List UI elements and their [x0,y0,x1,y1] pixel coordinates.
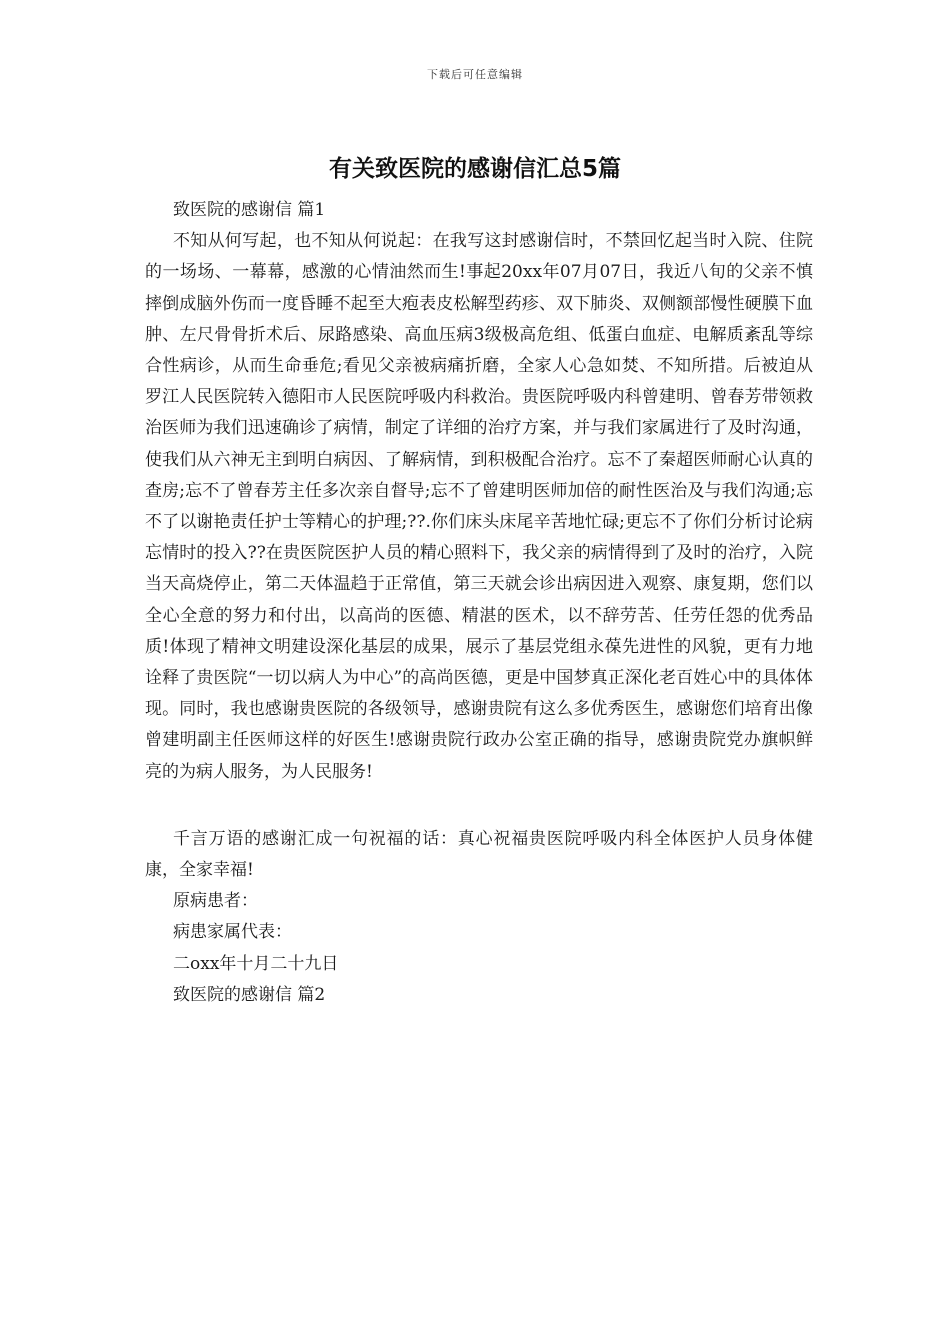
blessing-paragraph: 千言万语的感谢汇成一句祝福的话：真心祝福贵医院呼吸内科全体医护人员身体健康，全家幸福! [145,828,813,881]
section-heading-2: 致医院的感谢信 篇2 [173,984,326,1005]
body-paragraph: 不知从何写起，也不知从何说起：在我写这封感谢信时，不禁回忆起当时入院、住院的一场场、一幕幕，感激的心情油然而生!事起20xx年07月07日，我近八旬的父亲不慎摔倒成脑外伤而一度昏睡不起至大疱表皮松解型药疹、双下肺炎、双侧额部慢性硬膜下血肿、左尺骨骨折术后、尿路感染、高血压病3级极高危组、低蛋白血症、电解质紊乱等综合性病诊，从而生命垂危;看见父亲被病痛折磨，全家人心急如焚、不知所措。后被迫从罗江人民医院转入德阳市人民医院呼吸内科救治。贵医院呼吸内科曾建明、曾春芳带领救治医师为我们迅速确诊了病情，制定了详细的治疗方案，并与我们家属进行了及时沟通，使我们从六神无主到明白病因、了解病情，到积极配合治疗。忘不了秦超医师耐心认真的查房;忘不了曾春芳主任多次亲自督导;忘不了曾建明医师加倍的耐性医治及与我们沟通;忘不了以谢艳责任护士等精心的护理;??.你们床头床尾辛苦地忙碌;更忘不了你们分析讨论病忘情时的投入??在贵医院医护人员的精心照料下，我父亲的病情得到了及时的治疗，入院当天高烧停止，第二天体温趋于正常值，第三天就会诊出病因进入观察、康复期，您们以全心全意的努力和付出，以高尚的医德、精湛的医术，以不辞劳苦、任劳任怨的优秀品质!体现了精神文明建设深化基层的成果，展示了基层党组永葆先进性的风貌，更有力地诠释了贵医院“一切以病人为中心”的高尚医德，更是中国梦真正深化老百姓心中的具体体现。同时，我也感谢贵医院的各级领导，感谢贵院有这么多优秀医生，感谢您们培育出像曾建明副主任医师这样的好医生!感谢贵院行政办公室正确的指导，感谢贵院党办旗帜鲜亮的为病人服务，为人民服务! [145,231,813,782]
signature-family: 病患家属代表： [173,922,292,943]
header-note: 下载后可任意编辑 [427,68,523,81]
document-title: 有关致医院的感谢信汇总5篇 [328,156,621,182]
signature-patient: 原病患者： [173,891,258,912]
document-body [145,195,813,1011]
letter-date: 二oxx年十月二十九日 [173,953,339,974]
section-heading-1: 致医院的感谢信 篇1 [173,200,326,220]
